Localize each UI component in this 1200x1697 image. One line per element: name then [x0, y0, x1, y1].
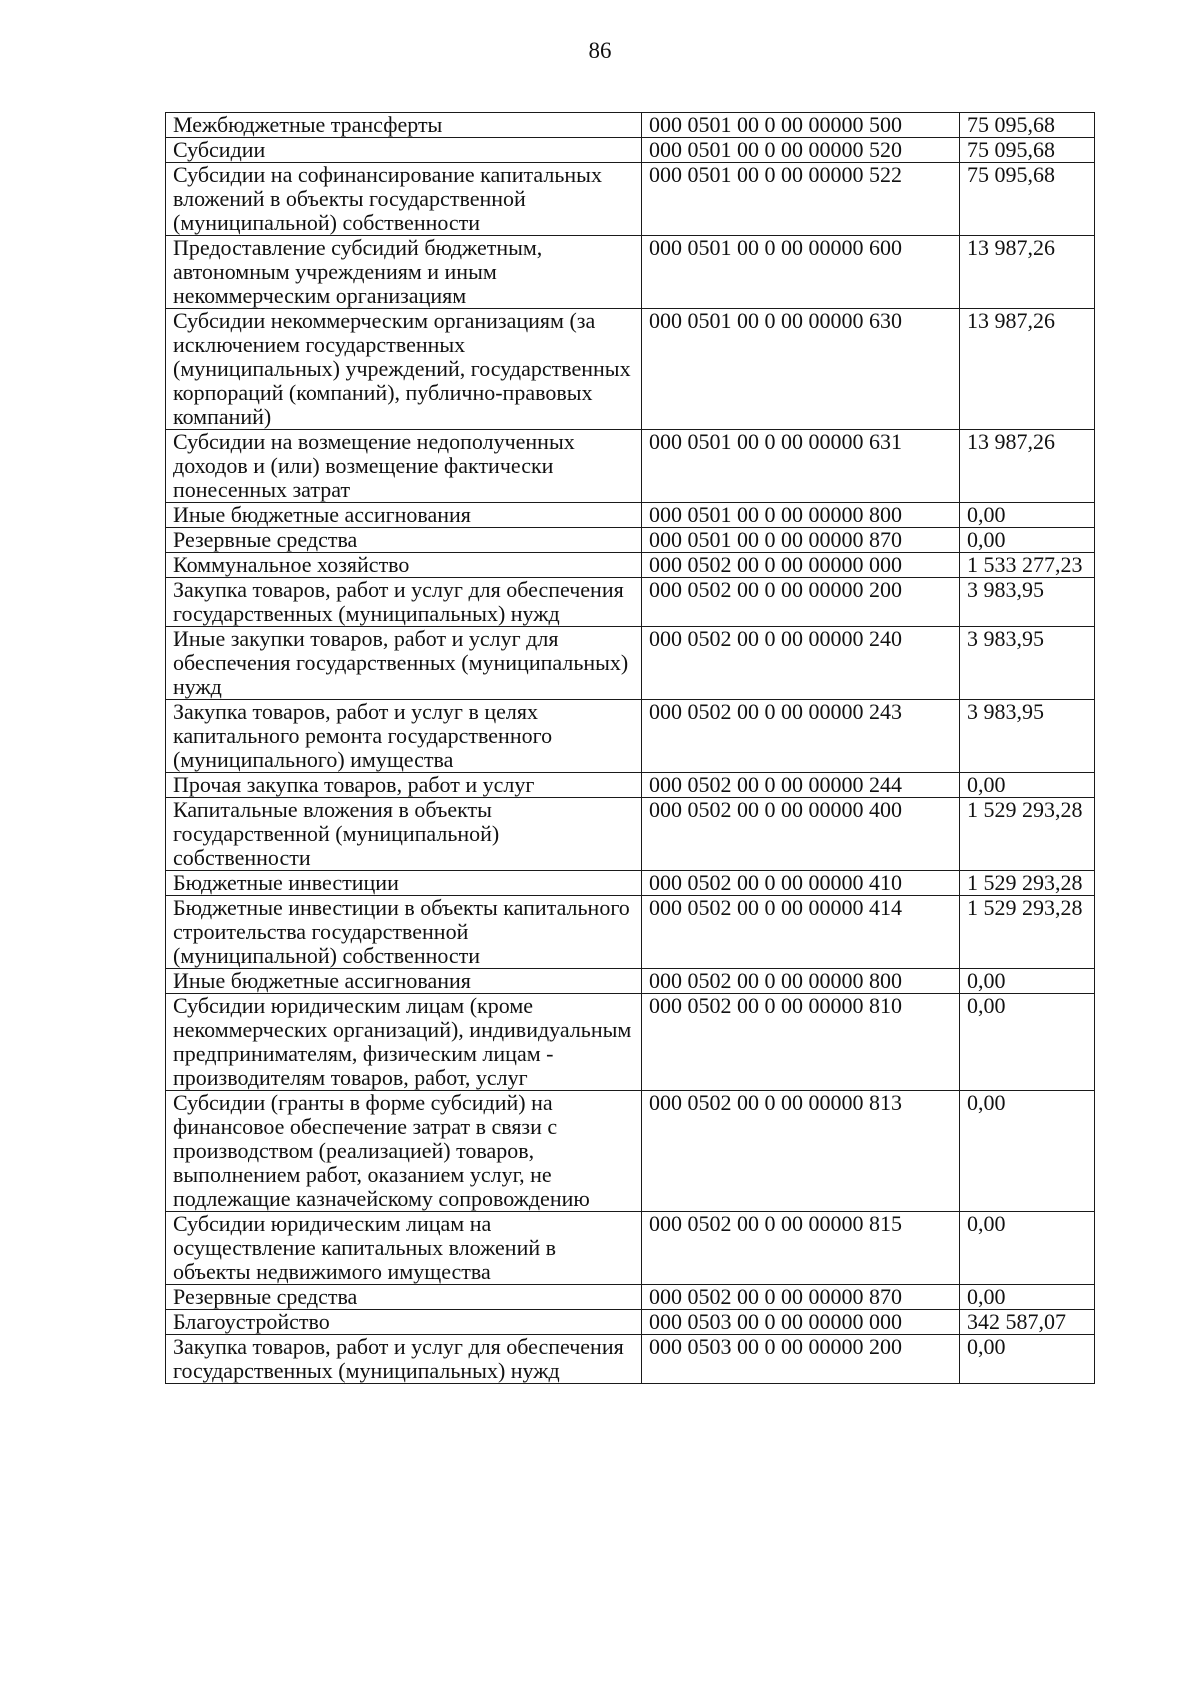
row-sum: 0,00 — [960, 1091, 1095, 1212]
row-name: Закупка товаров, работ и услуг в целях капитального ремонта государственного (муниципального) имущества — [166, 700, 642, 773]
row-code: 000 0501 00 0 00 00000 630 — [642, 309, 960, 430]
table-row — [166, 896, 1095, 969]
table-row — [166, 236, 1095, 309]
row-sum: 13 987,26 — [960, 309, 1095, 430]
row-sum: 75 095,68 — [960, 113, 1095, 138]
table-row — [166, 1212, 1095, 1285]
row-sum: 1 533 277,23 — [960, 553, 1095, 578]
row-name: Субсидии юридическим лицам на осуществление капитальных вложений в объекты недвижимого имущества — [166, 1212, 642, 1285]
table-row — [166, 1091, 1095, 1212]
row-code: 000 0502 00 0 00 00000 815 — [642, 1212, 960, 1285]
row-sum: 0,00 — [960, 969, 1095, 994]
row-code: 000 0502 00 0 00 00000 240 — [642, 627, 960, 700]
row-sum: 0,00 — [960, 994, 1095, 1091]
row-sum: 0,00 — [960, 528, 1095, 553]
row-name: Межбюджетные трансферты — [166, 113, 642, 138]
table-row — [166, 503, 1095, 528]
row-code: 000 0501 00 0 00 00000 500 — [642, 113, 960, 138]
page-number: 86 — [588, 38, 612, 63]
row-sum: 1 529 293,28 — [960, 798, 1095, 871]
row-code: 000 0502 00 0 00 00000 870 — [642, 1285, 960, 1310]
table-row — [166, 553, 1095, 578]
row-sum: 75 095,68 — [960, 138, 1095, 163]
row-name: Субсидии (гранты в форме субсидий) на финансовое обеспечение затрат в связи с производством (реализацией) товаров, выполнением работ, оказанием услуг, не подлежащие казначейскому сопровождению — [166, 1091, 642, 1212]
table-row — [166, 1335, 1095, 1384]
table-row — [166, 1310, 1095, 1335]
row-code: 000 0502 00 0 00 00000 810 — [642, 994, 960, 1091]
row-sum: 1 529 293,28 — [960, 896, 1095, 969]
table-row — [166, 163, 1095, 236]
row-sum: 3 983,95 — [960, 627, 1095, 700]
row-code: 000 0502 00 0 00 00000 813 — [642, 1091, 960, 1212]
table-row — [166, 871, 1095, 896]
row-name: Коммунальное хозяйство — [166, 553, 642, 578]
row-code: 000 0502 00 0 00 00000 414 — [642, 896, 960, 969]
row-sum: 13 987,26 — [960, 236, 1095, 309]
row-name: Субсидии на возмещение недополученных доходов и (или) возмещение фактически понесенных затрат — [166, 430, 642, 503]
row-name: Резервные средства — [166, 1285, 642, 1310]
budget-table — [165, 112, 1095, 1384]
row-name: Бюджетные инвестиции в объекты капитального строительства государственной (муниципальной) собственности — [166, 896, 642, 969]
row-name: Закупка товаров, работ и услуг для обеспечения государственных (муниципальных) нужд — [166, 1335, 642, 1384]
row-code: 000 0502 00 0 00 00000 800 — [642, 969, 960, 994]
table-row — [166, 994, 1095, 1091]
row-name: Закупка товаров, работ и услуг для обеспечения государственных (муниципальных) нужд — [166, 578, 642, 627]
table-row — [166, 138, 1095, 163]
row-sum: 0,00 — [960, 1335, 1095, 1384]
row-sum: 342 587,07 — [960, 1310, 1095, 1335]
row-code: 000 0503 00 0 00 00000 000 — [642, 1310, 960, 1335]
row-code: 000 0501 00 0 00 00000 522 — [642, 163, 960, 236]
table-row — [166, 578, 1095, 627]
table-row — [166, 309, 1095, 430]
row-name: Прочая закупка товаров, работ и услуг — [166, 773, 642, 798]
row-sum: 0,00 — [960, 1285, 1095, 1310]
row-sum: 0,00 — [960, 1212, 1095, 1285]
row-code: 000 0501 00 0 00 00000 520 — [642, 138, 960, 163]
row-name: Иные бюджетные ассигнования — [166, 969, 642, 994]
row-code: 000 0501 00 0 00 00000 800 — [642, 503, 960, 528]
row-code: 000 0502 00 0 00 00000 410 — [642, 871, 960, 896]
row-sum: 3 983,95 — [960, 700, 1095, 773]
row-sum: 3 983,95 — [960, 578, 1095, 627]
row-sum: 75 095,68 — [960, 163, 1095, 236]
table-row — [166, 528, 1095, 553]
row-name: Благоустройство — [166, 1310, 642, 1335]
row-name: Субсидии юридическим лицам (кроме некоммерческих организаций), индивидуальным предпринимателям, физическим лицам - производителям товаров, работ, услуг — [166, 994, 642, 1091]
row-code: 000 0502 00 0 00 00000 400 — [642, 798, 960, 871]
row-code: 000 0501 00 0 00 00000 600 — [642, 236, 960, 309]
row-name: Субсидии некоммерческим организациям (за исключением государственных (муниципальных) учреждений, государственных корпораций (компаний), публично-правовых компаний) — [166, 309, 642, 430]
table-row — [166, 113, 1095, 138]
table-row — [166, 798, 1095, 871]
row-code: 000 0502 00 0 00 00000 000 — [642, 553, 960, 578]
row-sum: 0,00 — [960, 773, 1095, 798]
row-code: 000 0501 00 0 00 00000 631 — [642, 430, 960, 503]
row-name: Иные бюджетные ассигнования — [166, 503, 642, 528]
table-row — [166, 773, 1095, 798]
row-name: Субсидии на софинансирование капитальных вложений в объекты государственной (муниципальной) собственности — [166, 163, 642, 236]
row-name: Капитальные вложения в объекты государственной (муниципальной) собственности — [166, 798, 642, 871]
row-code: 000 0502 00 0 00 00000 200 — [642, 578, 960, 627]
row-name: Бюджетные инвестиции — [166, 871, 642, 896]
row-name: Субсидии — [166, 138, 642, 163]
table-row — [166, 430, 1095, 503]
row-code: 000 0501 00 0 00 00000 870 — [642, 528, 960, 553]
table-row — [166, 627, 1095, 700]
row-code: 000 0502 00 0 00 00000 243 — [642, 700, 960, 773]
row-name: Предоставление субсидий бюджетным, автономным учреждениям и иным некоммерческим организациям — [166, 236, 642, 309]
table-row — [166, 700, 1095, 773]
table-row — [166, 1285, 1095, 1310]
row-name: Иные закупки товаров, работ и услуг для обеспечения государственных (муниципальных) нужд — [166, 627, 642, 700]
table-row — [166, 969, 1095, 994]
row-code: 000 0503 00 0 00 00000 200 — [642, 1335, 960, 1384]
row-sum: 13 987,26 — [960, 430, 1095, 503]
row-sum: 0,00 — [960, 503, 1095, 528]
row-name: Резервные средства — [166, 528, 642, 553]
row-code: 000 0502 00 0 00 00000 244 — [642, 773, 960, 798]
row-sum: 1 529 293,28 — [960, 871, 1095, 896]
